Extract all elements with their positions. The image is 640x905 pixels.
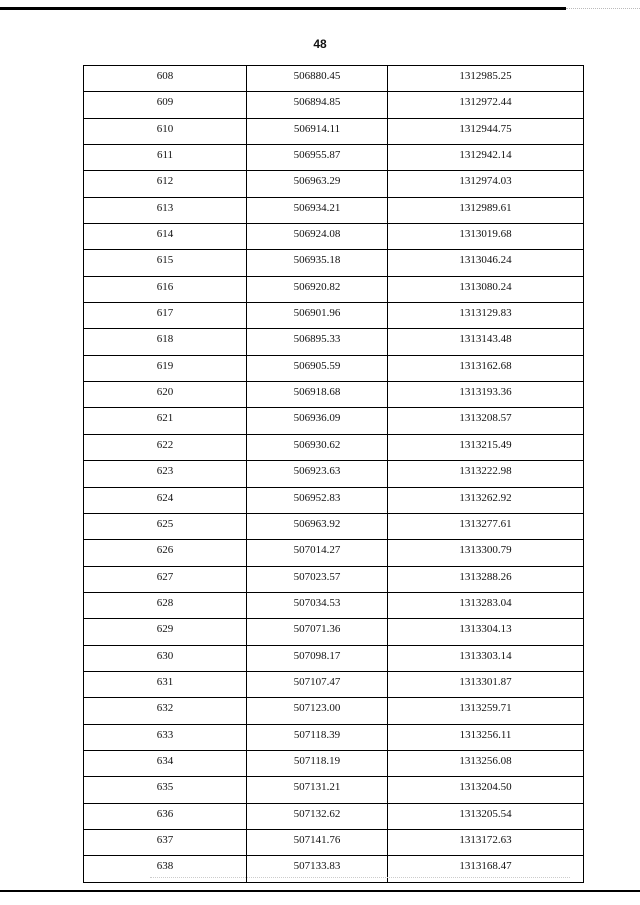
y-coordinate-cell: 1313288.26: [388, 566, 584, 592]
point-number-cell: 609: [84, 92, 247, 118]
y-coordinate-cell: 1313301.87: [388, 671, 584, 697]
x-coordinate-cell: 506905.59: [247, 355, 388, 381]
table-row: [84, 803, 584, 829]
point-number-cell: 636: [84, 803, 247, 829]
top-border-line: [0, 7, 566, 10]
y-coordinate-cell: 1312972.44: [388, 92, 584, 118]
x-coordinate-cell: 506955.87: [247, 145, 388, 171]
y-coordinate-cell: 1313168.47: [388, 856, 584, 882]
y-coordinate-cell: 1313277.61: [388, 513, 584, 539]
point-number-cell: 626: [84, 540, 247, 566]
x-coordinate-cell: 506952.83: [247, 487, 388, 513]
top-border-dotted-line: [566, 8, 640, 9]
y-coordinate-cell: 1313204.50: [388, 777, 584, 803]
point-number-cell: 614: [84, 224, 247, 250]
x-coordinate-cell: 507107.47: [247, 671, 388, 697]
x-coordinate-cell: 507023.57: [247, 566, 388, 592]
point-number-cell: 625: [84, 513, 247, 539]
table-row: [84, 250, 584, 276]
table-row: [84, 382, 584, 408]
table-row: [84, 408, 584, 434]
x-coordinate-cell: 506914.11: [247, 118, 388, 144]
table-row: [84, 513, 584, 539]
bottom-dotted-line: [150, 877, 570, 878]
x-coordinate-cell: 506918.68: [247, 382, 388, 408]
y-coordinate-cell: 1313172.63: [388, 829, 584, 855]
point-number-cell: 621: [84, 408, 247, 434]
point-number-cell: 631: [84, 671, 247, 697]
table-row: [84, 118, 584, 144]
y-coordinate-cell: 1312942.14: [388, 145, 584, 171]
x-coordinate-cell: 506963.29: [247, 171, 388, 197]
table-row: [84, 145, 584, 171]
table-row: [84, 645, 584, 671]
x-coordinate-cell: 506963.92: [247, 513, 388, 539]
point-number-cell: 623: [84, 461, 247, 487]
point-number-cell: 630: [84, 645, 247, 671]
table-row: [84, 487, 584, 513]
x-coordinate-cell: 506880.45: [247, 66, 388, 92]
table-row: [84, 303, 584, 329]
y-coordinate-cell: 1313283.04: [388, 592, 584, 618]
point-number-cell: 635: [84, 777, 247, 803]
y-coordinate-cell: 1313256.11: [388, 724, 584, 750]
point-number-cell: 638: [84, 856, 247, 882]
table-row: [84, 724, 584, 750]
table-row: [84, 434, 584, 460]
table-row: [84, 355, 584, 381]
table-row: [84, 750, 584, 776]
point-number-cell: 632: [84, 698, 247, 724]
x-coordinate-cell: 507123.00: [247, 698, 388, 724]
point-number-cell: 610: [84, 118, 247, 144]
x-coordinate-cell: 506895.33: [247, 329, 388, 355]
x-coordinate-cell: 506920.82: [247, 276, 388, 302]
table-row: [84, 66, 584, 92]
y-coordinate-cell: 1313259.71: [388, 698, 584, 724]
y-coordinate-cell: 1313256.08: [388, 750, 584, 776]
table-row: [84, 698, 584, 724]
table-row: [84, 856, 584, 882]
point-number-cell: 612: [84, 171, 247, 197]
y-coordinate-cell: 1312985.25: [388, 66, 584, 92]
table-row: [84, 224, 584, 250]
y-coordinate-cell: 1313304.13: [388, 619, 584, 645]
x-coordinate-cell: 506894.85: [247, 92, 388, 118]
table-row: [84, 671, 584, 697]
y-coordinate-cell: 1313046.24: [388, 250, 584, 276]
point-number-cell: 620: [84, 382, 247, 408]
point-number-cell: 624: [84, 487, 247, 513]
table-row: [84, 197, 584, 223]
table-row: [84, 276, 584, 302]
y-coordinate-cell: 1313303.14: [388, 645, 584, 671]
point-number-cell: 627: [84, 566, 247, 592]
y-coordinate-cell: 1313162.68: [388, 355, 584, 381]
point-number-cell: 617: [84, 303, 247, 329]
y-coordinate-cell: 1313193.36: [388, 382, 584, 408]
y-coordinate-cell: 1313019.68: [388, 224, 584, 250]
x-coordinate-cell: 507131.21: [247, 777, 388, 803]
x-coordinate-cell: 506930.62: [247, 434, 388, 460]
point-number-cell: 633: [84, 724, 247, 750]
coordinates-table: [83, 65, 584, 883]
point-number-cell: 616: [84, 276, 247, 302]
y-coordinate-cell: 1312944.75: [388, 118, 584, 144]
y-coordinate-cell: 1313080.24: [388, 276, 584, 302]
x-coordinate-cell: 507133.83: [247, 856, 388, 882]
page-number: 48: [313, 37, 327, 51]
y-coordinate-cell: 1313208.57: [388, 408, 584, 434]
point-number-cell: 622: [84, 434, 247, 460]
y-coordinate-cell: 1312974.03: [388, 171, 584, 197]
x-coordinate-cell: 507014.27: [247, 540, 388, 566]
y-coordinate-cell: 1312989.61: [388, 197, 584, 223]
x-coordinate-cell: 506901.96: [247, 303, 388, 329]
point-number-cell: 628: [84, 592, 247, 618]
x-coordinate-cell: 507118.19: [247, 750, 388, 776]
x-coordinate-cell: 507132.62: [247, 803, 388, 829]
table-row: [84, 566, 584, 592]
x-coordinate-cell: 506934.21: [247, 197, 388, 223]
y-coordinate-cell: 1313300.79: [388, 540, 584, 566]
point-number-cell: 619: [84, 355, 247, 381]
point-number-cell: 634: [84, 750, 247, 776]
x-coordinate-cell: 507034.53: [247, 592, 388, 618]
table-row: [84, 592, 584, 618]
bottom-border-line: [0, 890, 640, 892]
y-coordinate-cell: 1313129.83: [388, 303, 584, 329]
point-number-cell: 618: [84, 329, 247, 355]
x-coordinate-cell: 506923.63: [247, 461, 388, 487]
table-row: [84, 777, 584, 803]
table-row: [84, 619, 584, 645]
x-coordinate-cell: 506935.18: [247, 250, 388, 276]
table-row: [84, 92, 584, 118]
table-row: [84, 540, 584, 566]
y-coordinate-cell: 1313215.49: [388, 434, 584, 460]
y-coordinate-cell: 1313262.92: [388, 487, 584, 513]
point-number-cell: 615: [84, 250, 247, 276]
x-coordinate-cell: 507141.76: [247, 829, 388, 855]
y-coordinate-cell: 1313205.54: [388, 803, 584, 829]
x-coordinate-cell: 506936.09: [247, 408, 388, 434]
point-number-cell: 629: [84, 619, 247, 645]
table-row: [84, 329, 584, 355]
point-number-cell: 608: [84, 66, 247, 92]
x-coordinate-cell: 507118.39: [247, 724, 388, 750]
x-coordinate-cell: 507071.36: [247, 619, 388, 645]
point-number-cell: 613: [84, 197, 247, 223]
x-coordinate-cell: 506924.08: [247, 224, 388, 250]
point-number-cell: 611: [84, 145, 247, 171]
table-row: [84, 829, 584, 855]
coordinates-table-body: [84, 66, 584, 883]
table-row: [84, 461, 584, 487]
y-coordinate-cell: 1313143.48: [388, 329, 584, 355]
y-coordinate-cell: 1313222.98: [388, 461, 584, 487]
table-row: [84, 171, 584, 197]
x-coordinate-cell: 507098.17: [247, 645, 388, 671]
point-number-cell: 637: [84, 829, 247, 855]
